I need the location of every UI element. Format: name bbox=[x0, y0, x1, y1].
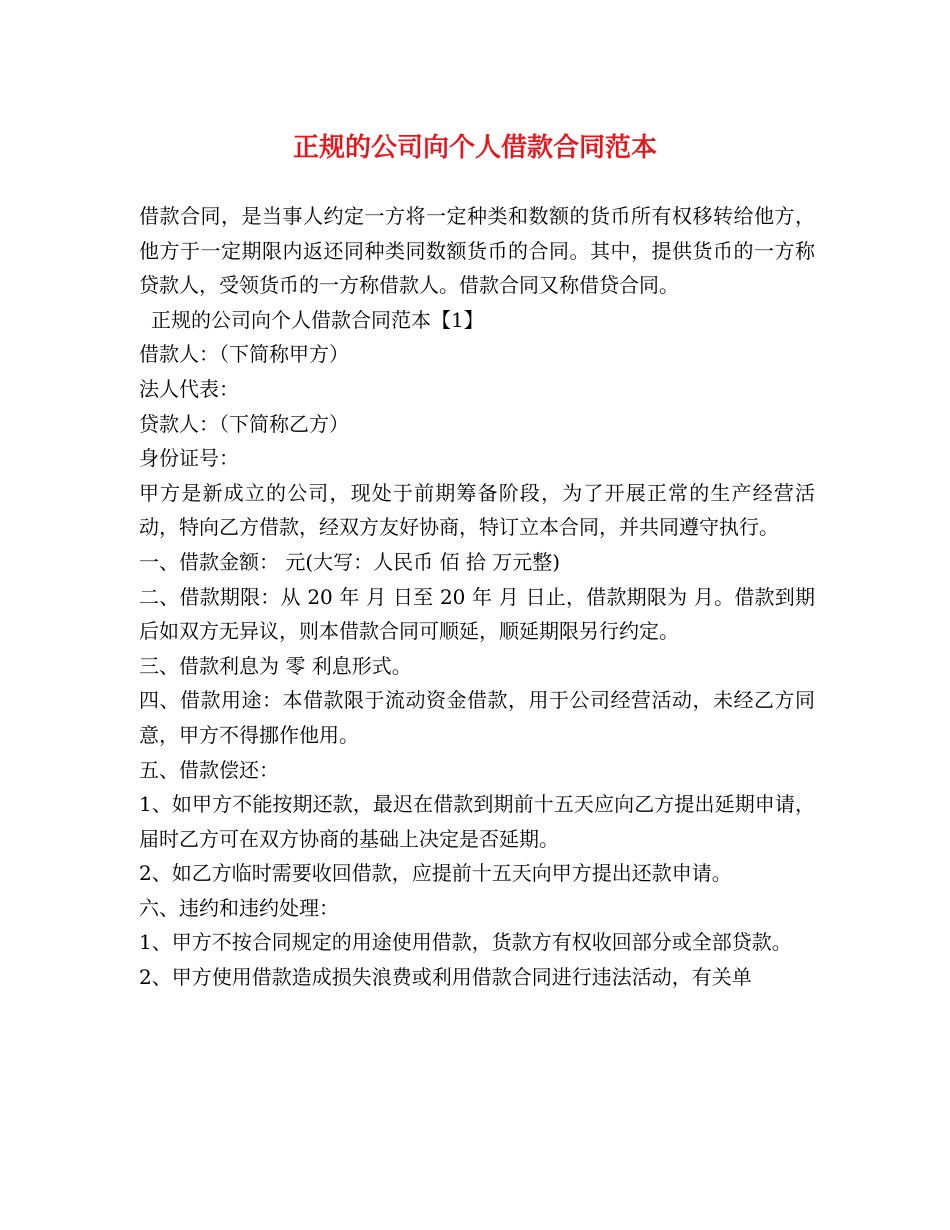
legal-representative-line: 法人代表： bbox=[139, 376, 239, 401]
section-heading: 正规的公司向个人借款合同范本【1】 bbox=[151, 307, 484, 332]
clause-interest: 三、借款利息为 零 利息形式。 bbox=[139, 653, 412, 678]
clause-breach-item-1: 1、甲方不按合同规定的用途使用借款，货款方有权收回部分或全部贷款。 bbox=[139, 930, 792, 955]
borrower-line: 借款人：（下简称甲方） bbox=[139, 342, 349, 367]
clause-repayment-item-2: 2、如乙方临时需要收回借款，应提前十五天向甲方提出还款申请。 bbox=[139, 861, 732, 886]
clause-term: 二、借款期限：从 20 年 月 日至 20 年 月 日止，借款期限为 月。借款到期后如双方无异议，则本借款合同可顺延，顺延期限另行约定。 bbox=[139, 584, 815, 644]
document-title: 正规的公司向个人借款合同范本 bbox=[292, 133, 657, 163]
clause-repayment-heading: 五、借款偿还： bbox=[139, 757, 279, 782]
clause-purpose: 四、借款用途：本借款限于流动资金借款，用于公司经营活动，未经乙方同意，甲方不得挪作他用。 bbox=[139, 688, 815, 747]
intro-paragraph: 借款合同，是当事人约定一方将一定种类和数额的货币所有权移转给他方，他方于一定期限内返还同种类同数额货币的合同。其中，提供货币的一方称贷款人，受领货币的一方称借款人。借款合同又称借贷合同。 bbox=[139, 204, 815, 298]
id-number-line: 身份证号： bbox=[139, 446, 239, 471]
clause-breach-heading: 六、违约和违约处理： bbox=[139, 895, 339, 920]
preamble-paragraph: 甲方是新成立的公司，现处于前期筹备阶段，为了开展正常的生产经营活动，特向乙方借款，经双方友好协商，特订立本合同，并共同遵守执行。 bbox=[139, 480, 815, 540]
clause-breach-item-2: 2、甲方使用借款造成损失浪费或利用借款合同进行违法活动，有关单 bbox=[139, 965, 752, 990]
lender-line: 贷款人：（下简称乙方） bbox=[139, 411, 349, 436]
clause-repayment-item-1: 1、如甲方不能按期还款，最迟在借款到期前十五天应向乙方提出延期申请，届时乙方可在双方协商的基础上决定是否延期。 bbox=[139, 792, 815, 851]
clause-amount: 一、借款金额： 元(大写：人民币 佰 拾 万元整) bbox=[139, 549, 561, 574]
document-body bbox=[139, 199, 815, 995]
